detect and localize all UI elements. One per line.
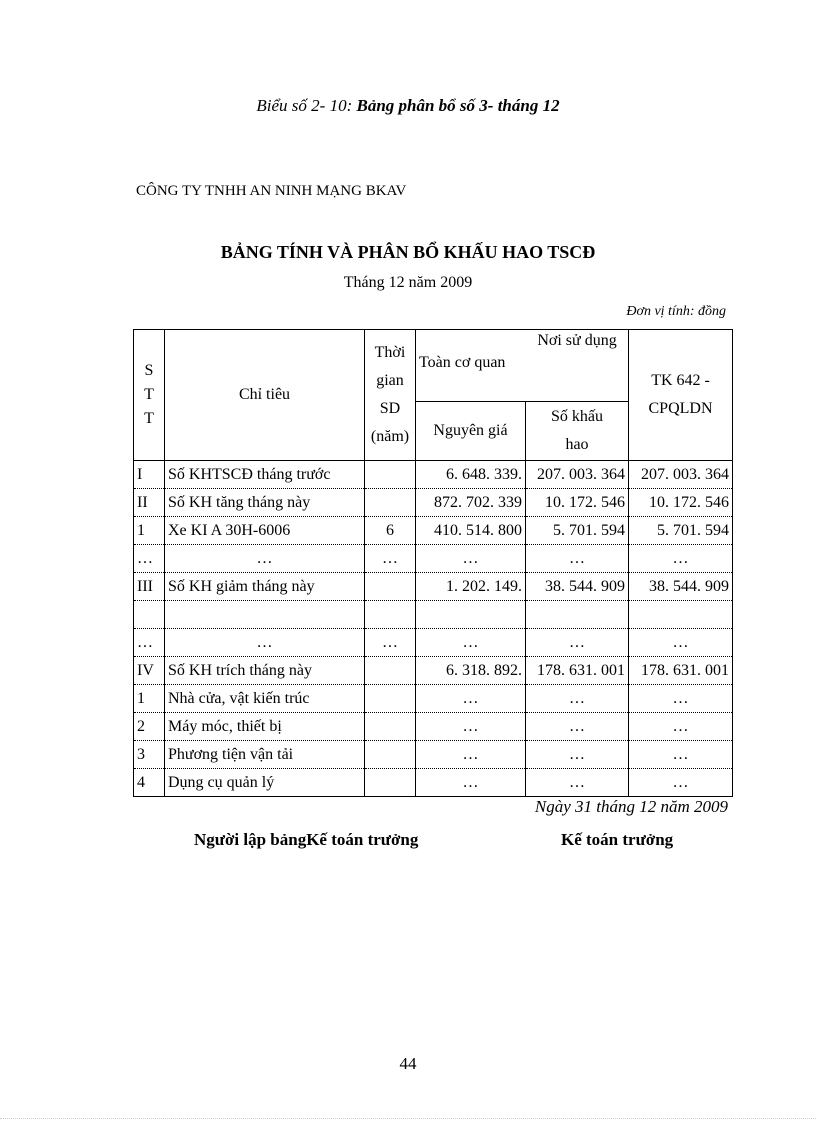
cell-khau-hao: 5. 701. 594 — [526, 517, 629, 545]
table-row — [134, 685, 733, 713]
header-so-khau-hao: Số khấu hao — [526, 402, 629, 461]
table-row — [134, 545, 733, 573]
cell-chi-tieu: Số KH tăng tháng này — [165, 489, 365, 517]
header-stt: S T T — [134, 330, 165, 461]
cell-thoi-gian — [365, 769, 416, 797]
cell-tk642: 10. 172. 546 — [629, 489, 733, 517]
header-chi-tieu: Chỉ tiêu — [165, 330, 365, 461]
cell-tk642: … — [629, 769, 733, 797]
cell-khau-hao: … — [526, 713, 629, 741]
signature-chief-accountant: Kế toán trưởng — [561, 830, 674, 849]
cell-khau-hao: 10. 172. 546 — [526, 489, 629, 517]
header-nguyen-gia: Nguyên giá — [416, 402, 526, 461]
table-row — [134, 629, 733, 657]
cell-nguyen-gia: … — [416, 713, 526, 741]
header-tk642: TK 642 - CPQLDN — [629, 330, 733, 461]
signature-preparer: Người lập bảngKế toán trưởng — [194, 830, 419, 849]
cell-thoi-gian — [365, 741, 416, 769]
cell-khau-hao — [526, 601, 629, 629]
document-period: Tháng 12 năm 2009 — [343, 274, 473, 291]
cell-thoi-gian — [365, 461, 416, 489]
cell-thoi-gian: 6 — [365, 517, 416, 545]
cell-thoi-gian — [365, 657, 416, 685]
cell-tk642 — [629, 601, 733, 629]
cell-tk642: … — [629, 545, 733, 573]
cell-khau-hao: … — [526, 629, 629, 657]
cell-thoi-gian — [365, 601, 416, 629]
cell-tk642: 178. 631. 001 — [629, 657, 733, 685]
cell-chi-tieu: Số KH giảm tháng này — [165, 573, 365, 601]
table-row — [134, 713, 733, 741]
cell-khau-hao: 207. 003. 364 — [526, 461, 629, 489]
cell-chi-tieu: Số KHTSCĐ tháng trước — [165, 461, 365, 489]
cell-nguyen-gia: … — [416, 741, 526, 769]
cell-tk642: 5. 701. 594 — [629, 517, 733, 545]
cell-thoi-gian: … — [365, 545, 416, 573]
cell-stt: 2 — [134, 713, 165, 741]
cell-thoi-gian — [365, 573, 416, 601]
cell-chi-tieu: Dụng cụ quản lý — [165, 769, 365, 797]
cell-thoi-gian — [365, 685, 416, 713]
cell-chi-tieu: Nhà cửa, vật kiến trúc — [165, 685, 365, 713]
cell-tk642: … — [629, 685, 733, 713]
header-noi-su-dung: Nơi sử dụng Toàn cơ quan — [416, 330, 629, 402]
cell-thoi-gian: … — [365, 629, 416, 657]
table-row — [134, 741, 733, 769]
caption-title: Bảng phân bổ số 3- tháng 12 — [356, 96, 560, 115]
caption-prefix: Biểu số 2- 10: — [256, 96, 353, 115]
cell-nguyen-gia: … — [416, 629, 526, 657]
cell-stt: III — [134, 573, 165, 601]
cell-tk642: … — [629, 629, 733, 657]
cell-chi-tieu: Số KH trích tháng này — [165, 657, 365, 685]
cell-stt: 1 — [134, 685, 165, 713]
cell-nguyen-gia: 410. 514. 800 — [416, 517, 526, 545]
cell-nguyen-gia: … — [416, 545, 526, 573]
cell-khau-hao: … — [526, 685, 629, 713]
cell-stt: … — [134, 629, 165, 657]
cell-thoi-gian — [365, 489, 416, 517]
cell-chi-tieu — [165, 601, 365, 629]
cell-khau-hao: … — [526, 769, 629, 797]
table-row — [134, 601, 733, 629]
company-name: CÔNG TY TNHH AN NINH MẠNG BKAV — [136, 183, 407, 199]
cell-tk642: … — [629, 741, 733, 769]
cell-khau-hao: 178. 631. 001 — [526, 657, 629, 685]
cell-stt: … — [134, 545, 165, 573]
cell-nguyen-gia: 6. 318. 892. — [416, 657, 526, 685]
cell-nguyen-gia: 6. 648. 339. — [416, 461, 526, 489]
cell-tk642: … — [629, 713, 733, 741]
table-row — [134, 657, 733, 685]
cell-nguyen-gia: 1. 202. 149. — [416, 573, 526, 601]
cell-khau-hao: … — [526, 545, 629, 573]
cell-chi-tieu: Máy móc, thiết bị — [165, 713, 365, 741]
currency-unit: Đơn vị tính: đồng — [626, 304, 726, 319]
date-line: Ngày 31 tháng 12 năm 2009 — [534, 797, 728, 816]
cell-nguyen-gia: 872. 702. 339 — [416, 489, 526, 517]
cell-tk642: 207. 003. 364 — [629, 461, 733, 489]
cell-khau-hao: 38. 544. 909 — [526, 573, 629, 601]
cell-stt: 1 — [134, 517, 165, 545]
table-caption — [0, 96, 816, 116]
table-row — [134, 573, 733, 601]
footer-rule — [0, 1118, 816, 1119]
cell-stt: IV — [134, 657, 165, 685]
cell-chi-tieu: Xe KI A 30H-6006 — [165, 517, 365, 545]
cell-stt: 3 — [134, 741, 165, 769]
cell-thoi-gian — [365, 713, 416, 741]
table-row — [134, 461, 733, 489]
table-row — [134, 489, 733, 517]
cell-nguyen-gia: … — [416, 769, 526, 797]
cell-nguyen-gia: … — [416, 685, 526, 713]
cell-stt: II — [134, 489, 165, 517]
cell-stt: I — [134, 461, 165, 489]
table-row — [134, 769, 733, 797]
cell-chi-tieu: … — [165, 545, 365, 573]
cell-stt: 4 — [134, 769, 165, 797]
cell-khau-hao: … — [526, 741, 629, 769]
document-title: BẢNG TÍNH VÀ PHÂN BỔ KHẤU HAO TSCĐ — [220, 242, 596, 262]
header-thoi-gian: Thời gian SD (năm) — [365, 330, 416, 461]
cell-nguyen-gia — [416, 601, 526, 629]
cell-stt — [134, 601, 165, 629]
cell-chi-tieu: … — [165, 629, 365, 657]
cell-tk642: 38. 544. 909 — [629, 573, 733, 601]
page-number: 44 — [399, 1054, 417, 1073]
depreciation-table — [133, 329, 733, 797]
table-row — [134, 517, 733, 545]
cell-chi-tieu: Phương tiện vận tải — [165, 741, 365, 769]
